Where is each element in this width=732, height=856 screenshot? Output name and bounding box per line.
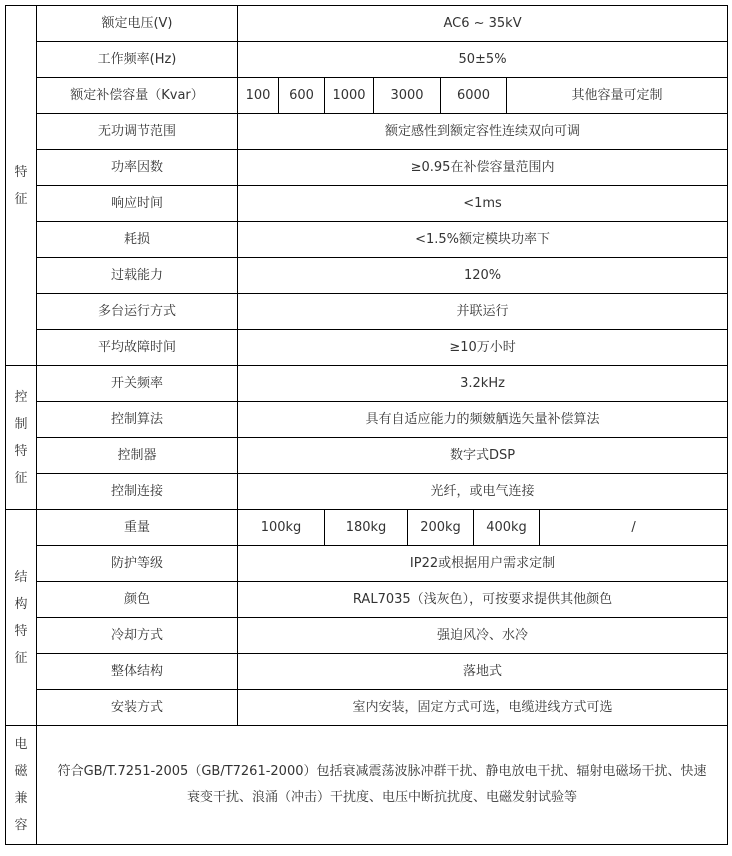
switching-freq-value: 3.2kHz xyxy=(238,366,728,402)
algorithm-value: 具有自适应能力的频皴舾选矢量补偿算法 xyxy=(238,402,728,438)
row-install xyxy=(6,690,728,726)
weight-label: 重量 xyxy=(37,510,238,546)
overload-value: 120% xyxy=(238,258,728,294)
section-emc-label: 电 磁 兼 容 xyxy=(6,726,37,845)
weight-value: 400kg xyxy=(474,510,540,546)
protection-label: 防护等级 xyxy=(37,546,238,582)
row-power-factor xyxy=(6,150,728,186)
capacity-value: 1000 xyxy=(325,78,374,114)
row-cooling xyxy=(6,618,728,654)
row-protection xyxy=(6,546,728,582)
rated-voltage-value: AC6 ~ 35kV xyxy=(238,6,728,42)
emc-description: 符合GB/T.7251-2005（GB/T7261-2000）包括衰减震荡波脉冲群干扰、静电放电干扰、辐射电磁场干扰、快速衰变干扰、浪涌（冲击）干扰度、电压中断抗扰度、电磁发射试验等 xyxy=(37,726,728,845)
spec-table xyxy=(5,5,728,845)
loss-label: 耗损 xyxy=(37,222,238,258)
capacity-value: 6000 xyxy=(441,78,507,114)
weight-value: 180kg xyxy=(325,510,408,546)
capacity-value: 3000 xyxy=(374,78,441,114)
row-capacity xyxy=(6,78,728,114)
multi-unit-value: 并联运行 xyxy=(238,294,728,330)
connection-value: 光纤，或电气连接 xyxy=(238,474,728,510)
cooling-label: 冷却方式 xyxy=(37,618,238,654)
power-factor-label: 功率因数 xyxy=(37,150,238,186)
weight-value: 200kg xyxy=(408,510,474,546)
controller-value: 数字式DSP xyxy=(238,438,728,474)
capacity-value: 100 xyxy=(238,78,279,114)
row-connection xyxy=(6,474,728,510)
row-rated-voltage xyxy=(6,6,728,42)
multi-unit-label: 多台运行方式 xyxy=(37,294,238,330)
weight-note: / xyxy=(540,510,728,546)
connection-label: 控制连接 xyxy=(37,474,238,510)
capacity-label: 额定补偿容量（Kvar） xyxy=(37,78,238,114)
mtbf-value: ≥10万小时 xyxy=(238,330,728,366)
install-value: 室内安装，固定方式可选，电缆进线方式可选 xyxy=(238,690,728,726)
row-switching-freq xyxy=(6,366,728,402)
row-reactive-range xyxy=(6,114,728,150)
reactive-range-value: 额定感性到额定容性连续双向可调 xyxy=(238,114,728,150)
row-algorithm xyxy=(6,402,728,438)
cooling-value: 强迫风冷、水冷 xyxy=(238,618,728,654)
capacity-note: 其他容量可定制 xyxy=(507,78,728,114)
section-features-label: 特 征 xyxy=(6,6,37,366)
mtbf-label: 平均故障时间 xyxy=(37,330,238,366)
loss-value: <1.5%额定模块功率下 xyxy=(238,222,728,258)
row-emc xyxy=(6,726,728,845)
row-multi-unit xyxy=(6,294,728,330)
section-structure-label: 结 构 特 征 xyxy=(6,510,37,726)
algorithm-label: 控制算法 xyxy=(37,402,238,438)
structure-value: 落地式 xyxy=(238,654,728,690)
row-response-time xyxy=(6,186,728,222)
section-control-label: 控 制 特 征 xyxy=(6,366,37,510)
protection-value: IP22或根据用户需求定制 xyxy=(238,546,728,582)
structure-label: 整体结构 xyxy=(37,654,238,690)
frequency-value: 50±5% xyxy=(238,42,728,78)
response-time-value: <1ms xyxy=(238,186,728,222)
row-mtbf xyxy=(6,330,728,366)
overload-label: 过载能力 xyxy=(37,258,238,294)
row-overload xyxy=(6,258,728,294)
row-color xyxy=(6,582,728,618)
color-label: 颜色 xyxy=(37,582,238,618)
row-weight xyxy=(6,510,728,546)
capacity-value: 600 xyxy=(279,78,325,114)
power-factor-value: ≥0.95在补偿容量范围内 xyxy=(238,150,728,186)
switching-freq-label: 开关频率 xyxy=(37,366,238,402)
row-frequency xyxy=(6,42,728,78)
row-structure xyxy=(6,654,728,690)
row-controller xyxy=(6,438,728,474)
rated-voltage-label: 额定电压(V) xyxy=(37,6,238,42)
controller-label: 控制器 xyxy=(37,438,238,474)
row-loss xyxy=(6,222,728,258)
weight-value: 100kg xyxy=(238,510,325,546)
response-time-label: 响应时间 xyxy=(37,186,238,222)
color-value: RAL7035（浅灰色），可按要求提供其他颜色 xyxy=(238,582,728,618)
frequency-label: 工作频率(Hz) xyxy=(37,42,238,78)
reactive-range-label: 无功调节范围 xyxy=(37,114,238,150)
install-label: 安装方式 xyxy=(37,690,238,726)
